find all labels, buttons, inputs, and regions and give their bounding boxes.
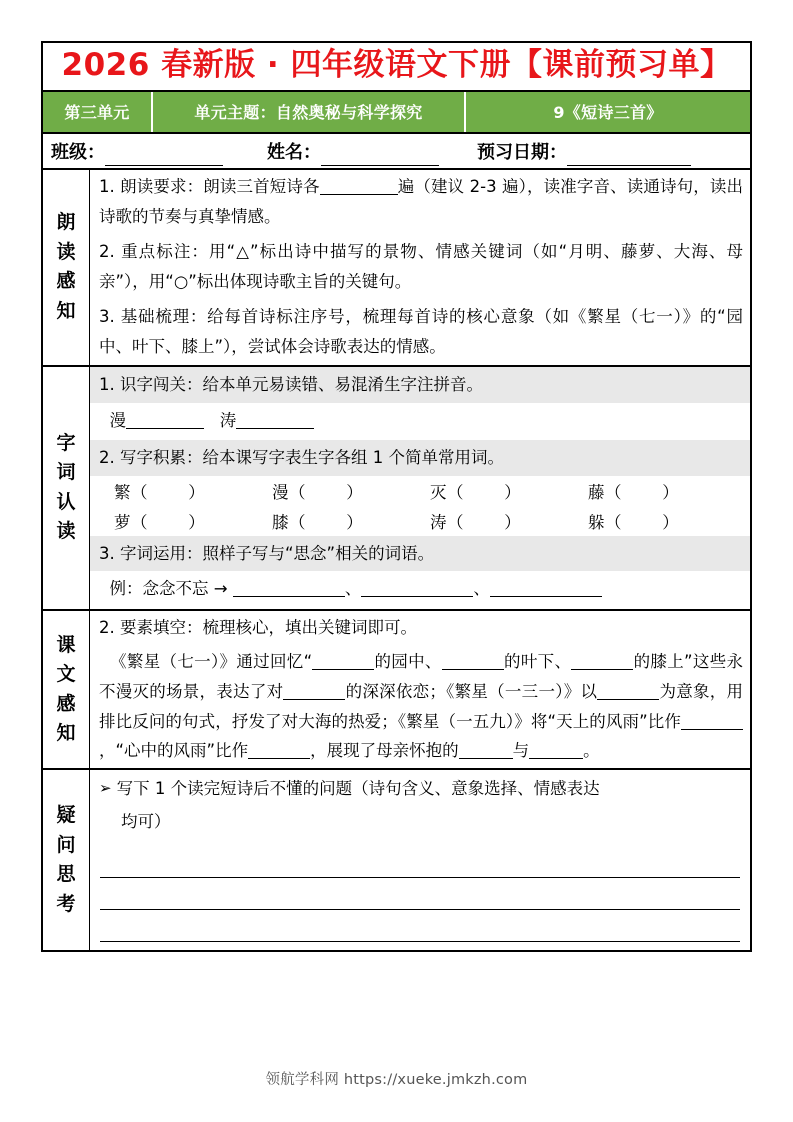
char-grid-row-1 — [90, 476, 750, 506]
section-body-vocabulary — [90, 367, 750, 609]
fill-blank-7[interactable] — [248, 758, 310, 759]
class-input-blank[interactable] — [105, 148, 223, 166]
section-label-comprehension — [43, 611, 90, 768]
vocab-item-3-title: 3. 字词运用：照样子写与“思念”相关的词语。 — [90, 536, 750, 572]
unit-header-band — [43, 92, 750, 134]
student-info-row — [43, 134, 750, 170]
char-prompt: 躲（ — [588, 512, 622, 532]
label-char: 考 — [56, 892, 76, 915]
fill-blank-5[interactable] — [597, 699, 659, 700]
char-prompt: 繁（ — [114, 482, 148, 502]
example-blank-1[interactable] — [233, 596, 345, 597]
char-prompt: 膝（ — [272, 512, 306, 532]
section-label-vocabulary — [43, 367, 90, 609]
char-cell[interactable] — [114, 509, 272, 533]
question-prompt-row — [90, 770, 750, 807]
label-char: 字 — [56, 431, 76, 454]
date-label: 预习日期： — [477, 141, 567, 163]
comprehension-fill-paragraph — [90, 645, 750, 768]
section-label-questions — [43, 770, 90, 950]
char-cell[interactable] — [430, 479, 588, 503]
writing-line[interactable] — [100, 878, 740, 910]
char-close: ） — [346, 512, 364, 532]
char-prompt: 漫（ — [272, 482, 306, 502]
reading-item-1-suffix: 遍（建议 2-3 遍），读准字音、读通诗句，读出诗歌的节奏与真挚情感。 — [99, 176, 743, 227]
date-input-blank[interactable] — [567, 148, 691, 166]
unit-number-cell: 第三单元 — [43, 92, 153, 132]
lesson-title-cell: 9《短诗三首》 — [553, 103, 663, 123]
fill-part: 与 — [512, 741, 530, 761]
pinyin-char-man: 漫 — [109, 410, 126, 430]
fill-part: 的深深依恋；《繁星（一三一）》以 — [345, 682, 598, 702]
writing-line[interactable] — [100, 910, 740, 942]
fill-part: ，展现了母亲怀抱的 — [310, 741, 459, 761]
section-body-reading — [90, 170, 750, 365]
label-char: 问 — [56, 833, 76, 856]
section-questions — [43, 770, 750, 950]
fill-blank-8[interactable] — [459, 758, 513, 759]
char-close: ） — [504, 482, 522, 502]
section-vocabulary — [43, 367, 750, 611]
example-blank-2[interactable] — [361, 596, 473, 597]
writing-line[interactable] — [100, 851, 740, 878]
reading-item-3: 3. 基础梳理：给每首诗标注序号，梳理每首诗的核心意象（如《繁星（七一）》的“园中、叶下、膝上”），尝试体会诗歌表达的情感。 — [99, 306, 743, 357]
vocab-item-1-title: 1. 识字闯关：给本单元易读错、易混淆生字注拼音。 — [90, 367, 750, 403]
section-text-comprehension — [43, 611, 750, 770]
label-char: 认 — [56, 490, 76, 513]
char-close: ） — [188, 482, 206, 502]
fill-part: 的叶下、 — [503, 652, 572, 672]
fill-blank-9[interactable] — [529, 758, 583, 759]
fill-part: 的园中、 — [374, 652, 442, 672]
vocab-item-2-title: 2. 写字积累：给本课写字表生字各组 1 个简单常用词。 — [90, 440, 750, 476]
label-char: 读 — [56, 520, 76, 543]
fill-part: 的膝上”这些永不漫灭的场景，表达了对 — [99, 652, 744, 702]
char-prompt: 藤（ — [588, 482, 622, 502]
fill-blank-2[interactable] — [442, 669, 504, 670]
example-answer-row — [90, 571, 750, 609]
name-field[interactable] — [267, 138, 439, 166]
fill-blank-3[interactable] — [571, 669, 633, 670]
reading-item-2: 2. 重点标注：用“△”标出诗中描写的景物、情感关键词（如“月明、藤萝、大海、母亲”），用“○”标出体现诗歌主旨的关键句。 — [99, 241, 743, 292]
reading-item-1 — [90, 170, 750, 235]
section-body-comprehension — [90, 611, 750, 768]
question-prompt-text-cont: 均可） — [121, 811, 171, 831]
page-title: 2026 春新版 · 四年级语文下册【课前预习单】 — [61, 47, 732, 83]
unit-theme-cell: 单元主题：自然奥秘与科学探究 — [153, 92, 466, 132]
char-cell[interactable] — [430, 509, 588, 533]
label-char: 感 — [56, 270, 76, 293]
reading-item-1-prefix: 1. 朗读要求：朗读三首短诗各 — [99, 176, 320, 196]
char-close: ） — [188, 512, 206, 532]
char-cell[interactable] — [588, 509, 746, 533]
class-field[interactable] — [51, 138, 223, 166]
label-char: 词 — [56, 461, 76, 484]
pinyin-answer-row — [90, 403, 750, 441]
fill-part: 《繁星（七一）》通过回忆“ — [110, 652, 313, 672]
worksheet-table — [41, 41, 752, 952]
fill-blank-1[interactable] — [312, 669, 374, 670]
char-prompt: 萝（ — [114, 512, 148, 532]
section-reading-perception — [43, 170, 750, 367]
char-close: ） — [662, 512, 680, 532]
label-char: 感 — [56, 692, 76, 715]
label-char: 疑 — [56, 804, 76, 827]
char-cell[interactable] — [272, 479, 430, 503]
section-body-questions — [90, 770, 750, 950]
fill-blank-6[interactable] — [681, 729, 743, 730]
name-label: 姓名： — [267, 141, 321, 163]
date-field[interactable] — [477, 138, 691, 166]
char-prompt: 灭（ — [430, 482, 464, 502]
char-cell[interactable] — [272, 509, 430, 533]
comprehension-item-title: 2. 要素填空：梳理核心，填出关键词即可。 — [99, 617, 417, 637]
footer-watermark: 领航学科网 https://xueke.jmkzh.com — [265, 1072, 528, 1088]
label-char: 知 — [56, 299, 76, 322]
pinyin-char-tao: 涛 — [219, 410, 237, 430]
char-cell[interactable] — [588, 479, 746, 503]
question-prompt-text: 写下 1 个读完短诗后不懂的问题（诗句含义、意象选择、情感表达 — [116, 779, 600, 799]
char-close: ） — [504, 512, 522, 532]
pinyin-blank-tao[interactable] — [236, 428, 314, 429]
section-label-reading — [43, 170, 90, 365]
label-char: 知 — [56, 721, 76, 744]
label-char: 朗 — [56, 211, 76, 234]
reading-count-blank[interactable] — [320, 194, 398, 195]
label-char: 读 — [56, 240, 76, 263]
example-prefix: 例：念念不忘 → — [109, 579, 228, 599]
label-char: 课 — [56, 633, 76, 656]
char-close: ） — [346, 482, 364, 502]
worksheet-title-row — [43, 43, 750, 92]
example-separator: 、 — [344, 579, 362, 599]
fill-part: ，“心中的风雨”比作 — [99, 741, 249, 761]
arrow-bullet-icon: ➢ — [99, 779, 112, 798]
example-separator: 、 — [473, 579, 490, 599]
char-close: ） — [662, 482, 680, 502]
fill-part: 为意象，用排比反问的句式，抒发了对大海的热爱；《繁星（一五九）》将“天上的风雨”比作 — [99, 682, 744, 731]
answer-writing-area[interactable] — [90, 841, 750, 950]
char-cell[interactable] — [114, 479, 272, 503]
pinyin-blank-man[interactable] — [126, 428, 204, 429]
name-input-blank[interactable] — [321, 148, 439, 166]
char-prompt: 涛（ — [430, 512, 464, 532]
label-char: 文 — [56, 663, 76, 686]
char-grid-row-2 — [90, 506, 750, 536]
class-label: 班级： — [51, 141, 105, 163]
example-blank-3[interactable] — [490, 596, 602, 597]
label-char: 思 — [56, 863, 76, 886]
fill-blank-4[interactable] — [283, 699, 345, 700]
fill-part: 。 — [583, 741, 600, 761]
